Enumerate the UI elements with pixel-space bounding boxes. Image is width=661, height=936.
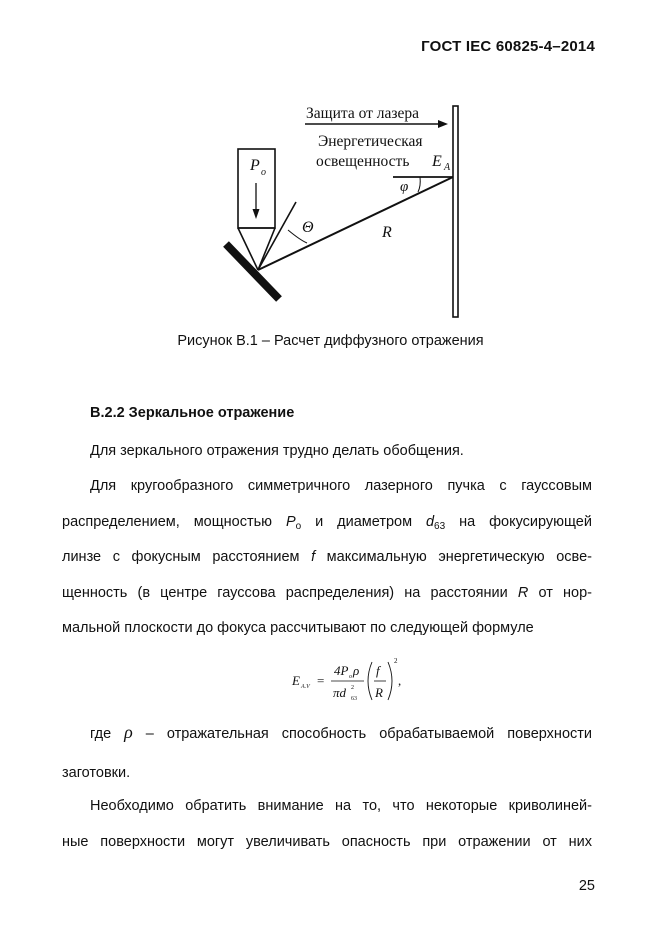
symbol-d: d (425, 514, 435, 530)
paragraph-2-line-4 (62, 576, 592, 612)
paragraph-2-line-5 (62, 611, 592, 647)
protection-arrowhead (438, 120, 448, 128)
symbol-r: R (517, 585, 529, 601)
p4-line1-text: Необходимо обратить внимание на то, что некоторые криволиней- (90, 798, 592, 814)
phi-arc (418, 177, 420, 192)
p2-line3-a: линзе с фокусным расстоянием (62, 549, 312, 565)
page-number: 25 (578, 878, 595, 894)
formula-lhs-sub: A.V (301, 684, 310, 690)
section-title: В.2.2 Зеркальное отражение (90, 405, 295, 421)
symbol-p: P (285, 514, 296, 530)
paragraph-2-line-2 (62, 505, 592, 545)
paragraph-1-text: Для зеркального отражения трудно делать обобщения. (90, 443, 464, 459)
formula-num-rho: ρ (353, 663, 360, 678)
symbol-f: f (311, 549, 316, 565)
p3-line1-a: где (90, 726, 125, 742)
figure-caption: Рисунок В.1 – Расчет диффузного отражения (177, 333, 484, 349)
paragraph-3-line-2 (62, 756, 592, 792)
formula-tail: , (398, 673, 402, 688)
label-p-sub: o (261, 167, 266, 178)
formula-frac-f: f (376, 663, 380, 678)
formula-den: πd (333, 685, 347, 700)
label-theta: Θ (302, 219, 314, 236)
p4-line2-text: ные поверхности могут увеличивать опасность при отражении от них (62, 834, 592, 850)
paragraph-3-line-1 (90, 715, 592, 753)
label-energy-1: Энергетическая (318, 133, 423, 150)
p2-line4-a: щенность (в центре гауссова распределения) на расстоянии (62, 585, 518, 601)
label-r: R (382, 224, 392, 241)
formula-paren-right (388, 662, 392, 700)
label-p: P (250, 157, 260, 174)
symbol-p-sub: о (295, 521, 302, 532)
p2-line5-text: мальной плоскости до фокуса рассчитывают по следующей формуле (62, 620, 534, 636)
formula-lhs: E (292, 673, 300, 688)
workpiece-surface (226, 244, 279, 299)
paragraph-4-line-1 (90, 789, 592, 825)
p2-line4-b: от нор- (528, 585, 592, 601)
formula-frac-r: R (375, 685, 383, 700)
paragraph-2-line-1 (90, 469, 592, 505)
label-phi: φ (400, 179, 409, 195)
formula-den-sub: 63 (351, 696, 357, 702)
p2-line2-a: распределением, мощностью (62, 514, 286, 530)
formula-eq: = (317, 673, 325, 688)
symbol-rho: ρ (124, 722, 133, 742)
p3-line2-text: заготовки. (62, 765, 131, 781)
formula-power: 2 (394, 657, 398, 665)
formula-num-sub: o (349, 674, 352, 680)
label-ea-sub: A (444, 162, 451, 173)
label-ea: E (432, 153, 442, 170)
formula-ea (0, 655, 661, 705)
formula-den-sup: 2 (351, 685, 354, 691)
ray-r (258, 177, 453, 270)
paragraph-1 (90, 434, 592, 470)
paragraph-4-line-2 (62, 825, 592, 861)
p2-line2-c: на фокусирующей (445, 514, 592, 530)
diffuse-reflection-figure (0, 0, 661, 330)
paragraph-2-line-3 (62, 540, 592, 576)
p3-line1-b: – отражательная способность обрабатываемой поверхности (132, 726, 592, 742)
p2-line1-text: Для кругообразного симметричного лазерного пучка с гауссовым (90, 478, 592, 494)
document-header: ГОСТ IEC 60825-4–2014 (421, 38, 595, 55)
target-screen (453, 106, 458, 317)
label-protection: Защита от лазера (306, 105, 420, 122)
p2-line2-b: и диаметром (301, 514, 426, 530)
formula-paren-left (368, 662, 372, 700)
symbol-d-sub: 63 (434, 521, 446, 532)
label-energy-2: освещенность (316, 153, 410, 170)
formula-num: 4P (334, 663, 349, 678)
p2-line3-b: максимальную энергетическую осве- (315, 549, 592, 565)
